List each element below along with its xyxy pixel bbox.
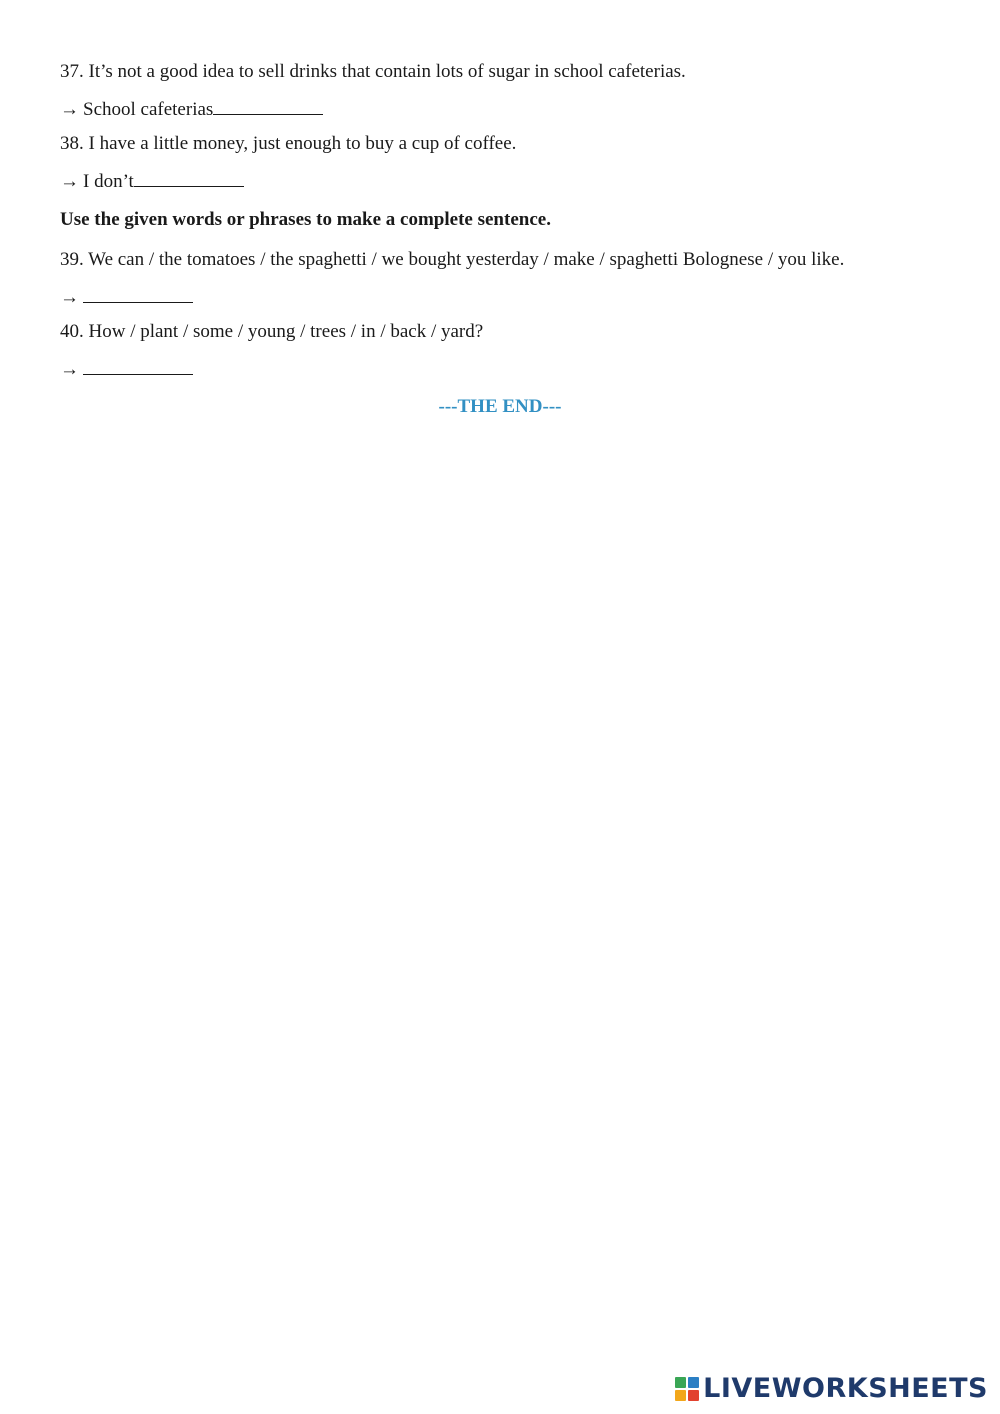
mark-square-v <box>675 1390 686 1401</box>
mark-square-e <box>688 1390 699 1401</box>
answer-40-blank[interactable] <box>83 356 193 375</box>
answer-39 <box>60 284 193 310</box>
question-39 <box>60 248 844 272</box>
question-37-text: 37. It’s not a good idea to sell drinks that contain lots of sugar in school cafeterias. <box>60 61 686 82</box>
mark-square-l <box>675 1377 686 1388</box>
answer-38 <box>60 168 244 194</box>
question-40-text: 40. How / plant / some / young / trees / in / back / yard? <box>60 321 484 342</box>
answer-38-prompt: I don’t <box>83 171 134 192</box>
question-38 <box>60 132 516 156</box>
liveworksheets-logo <box>675 1374 988 1404</box>
question-37 <box>60 60 686 84</box>
question-40 <box>60 320 483 344</box>
liveworksheets-mark-icon <box>675 1377 699 1401</box>
mark-square-i <box>688 1377 699 1388</box>
arrow-icon: → <box>60 99 79 120</box>
arrow-icon: → <box>60 171 79 192</box>
section-heading: Use the given words or phrases to make a complete sentence. <box>60 209 551 230</box>
answer-37 <box>60 96 323 122</box>
answer-37-prompt: School cafeterias <box>83 99 214 120</box>
answer-39-blank[interactable] <box>83 284 193 303</box>
answer-38-blank[interactable] <box>134 168 244 187</box>
arrow-icon: → <box>60 287 79 308</box>
the-end-label: ---THE END--- <box>438 396 562 417</box>
arrow-icon: → <box>60 359 79 380</box>
answer-40 <box>60 356 193 382</box>
answer-37-blank[interactable] <box>213 96 323 115</box>
liveworksheets-wordmark: LIVEWORKSHEETS <box>703 1373 988 1404</box>
question-39-text: 39. We can / the tomatoes / the spaghetti / we bought yesterday / make / spaghetti Bolognese / you like. <box>60 249 845 270</box>
question-38-text: 38. I have a little money, just enough to buy a cup of coffee. <box>60 133 517 154</box>
